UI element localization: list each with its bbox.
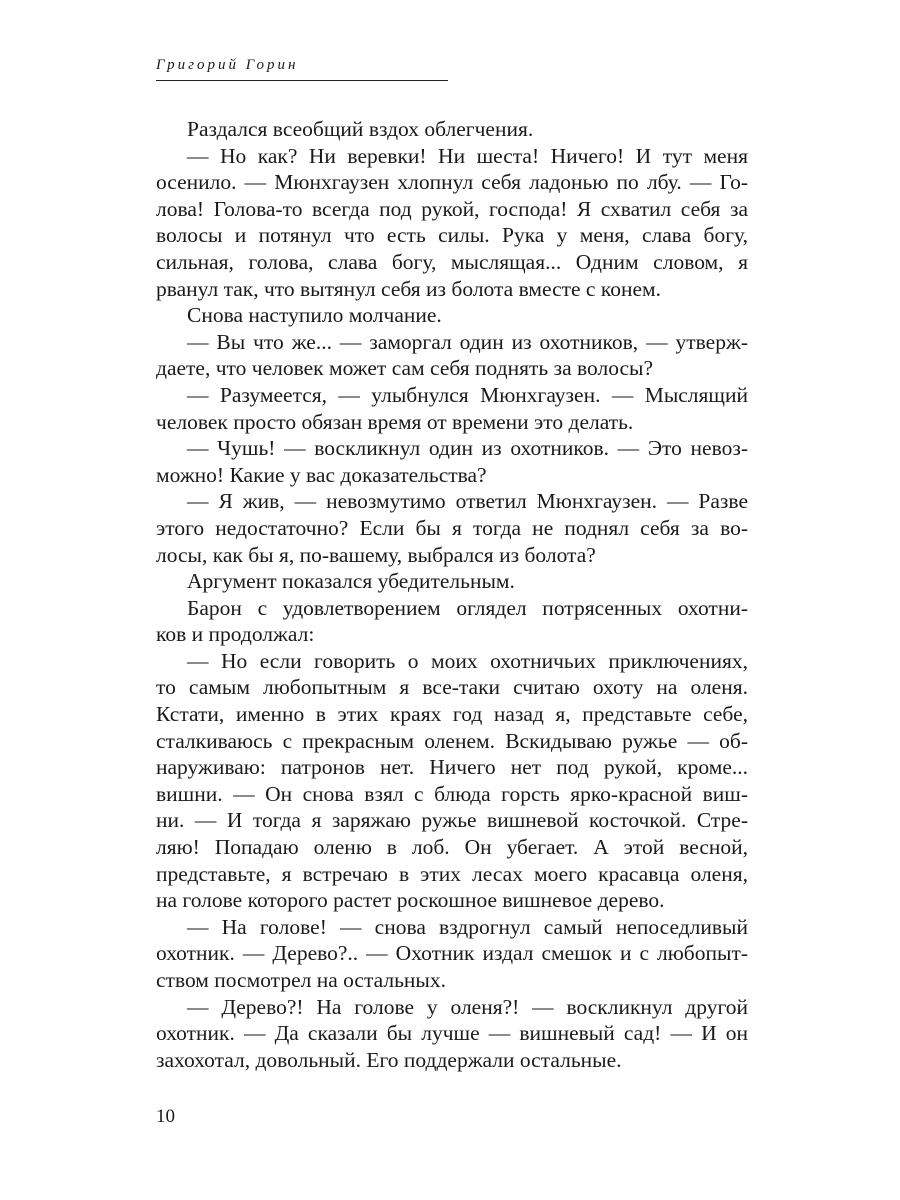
text-line: ством посмотрел на остальных.: [156, 968, 446, 992]
text-line: — На голове! — снова вздрогнул самый непоседливый: [187, 914, 748, 939]
text-line: ляю! Попадаю оленю в лоб. Он убегает. А этой весной,: [156, 835, 748, 860]
text-line: лова! Голова-то всегда под рукой, господа! Я схватил себя за: [156, 196, 748, 221]
text-line: ков и продолжал:: [156, 622, 315, 647]
text-line: охотник. — Дерево?.. — Охотник издал смешок и с любопыт-: [156, 941, 748, 966]
text-line: Кстати, именно в этих краях год назад я, представьте себе,: [156, 702, 748, 727]
text-line: Снова наступило молчание.: [187, 303, 442, 328]
text-line: этого недостаточно? Если бы я тогда не поднял себя за во-: [156, 515, 748, 540]
text-line: наруживаю: патронов нет. Ничего нет под рукой, кроме...: [156, 755, 748, 780]
text-line: — Но если говорить о моих охотничьих приключениях,: [187, 648, 748, 673]
text-line: Барон с удовлетворением оглядел потрясенных охотни-: [187, 595, 748, 620]
text-line: Раздался всеобщий вздох облегчения.: [187, 117, 534, 141]
text-line: волосы и потянул что есть силы. Рука у меня, слава богу,: [156, 223, 748, 248]
text-line: представьте, я встречаю в этих лесах моего красавца оленя,: [156, 861, 748, 886]
text-line: ни. — И тогда я заряжаю ружье вишневой косточкой. Стре-: [156, 808, 748, 833]
text-line: лосы, как бы я, по-вашему, выбрался из болота?: [156, 542, 596, 567]
text-line: — Но как? Ни веревки! Ни шеста! Ничего! И тут меня: [187, 143, 748, 168]
text-line: — Дерево?! На голове у оленя?! — воскликнул другой: [187, 994, 748, 1019]
text-line: вишни. — Он снова взял с блюда горсть ярко-красной виш-: [156, 781, 748, 806]
running-head-author: Григорий Горин: [156, 57, 299, 73]
text-line: то самым любопытным я все-таки считаю охоту на оленя.: [156, 675, 748, 700]
text-line: осенило. — Мюнхгаузен хлопнул себя ладонью по лбу. — Го-: [156, 170, 748, 195]
text-line: человек просто обязан время от времени это делать.: [156, 409, 634, 434]
text-line: — Вы что же... — заморгал один из охотников, — утверж-: [187, 329, 748, 354]
text-line: — Я жив, — невозмутимо ответил Мюнхгаузен. — Разве: [187, 489, 748, 514]
text-line: Аргумент показался убедительным.: [187, 569, 515, 594]
running-head: [156, 56, 448, 81]
text-line: сильная, голова, слава богу, мыслящая... Одним словом, я: [156, 249, 748, 274]
text-line: захохотал, довольный. Его поддержали остальные.: [156, 1047, 622, 1072]
text-line: — Чушь! — воскликнул один из охотников. — Это невоз-: [187, 436, 748, 461]
text-line: даете, что человек может сам себя поднять за волосы?: [156, 356, 654, 381]
text-line: охотник. — Да сказали бы лучше — вишневый сад! — И он: [156, 1021, 748, 1046]
body-text: [156, 116, 748, 1073]
text-line: на голове которого растет роскошное вишневое дерево.: [156, 888, 665, 913]
text-line: сталкиваюсь с прекрасным оленем. Вскидываю ружье — об-: [156, 728, 748, 753]
page-number: 10: [156, 1106, 175, 1127]
text-line: можно! Какие у вас доказательства?: [156, 462, 487, 487]
running-head-rule: [156, 80, 448, 81]
text-line: — Разумеется, — улыбнулся Мюнхгаузен. — Мыслящий: [187, 382, 748, 407]
text-line: рванул так, что вытянул себя из болота вместе с конем.: [156, 276, 661, 301]
